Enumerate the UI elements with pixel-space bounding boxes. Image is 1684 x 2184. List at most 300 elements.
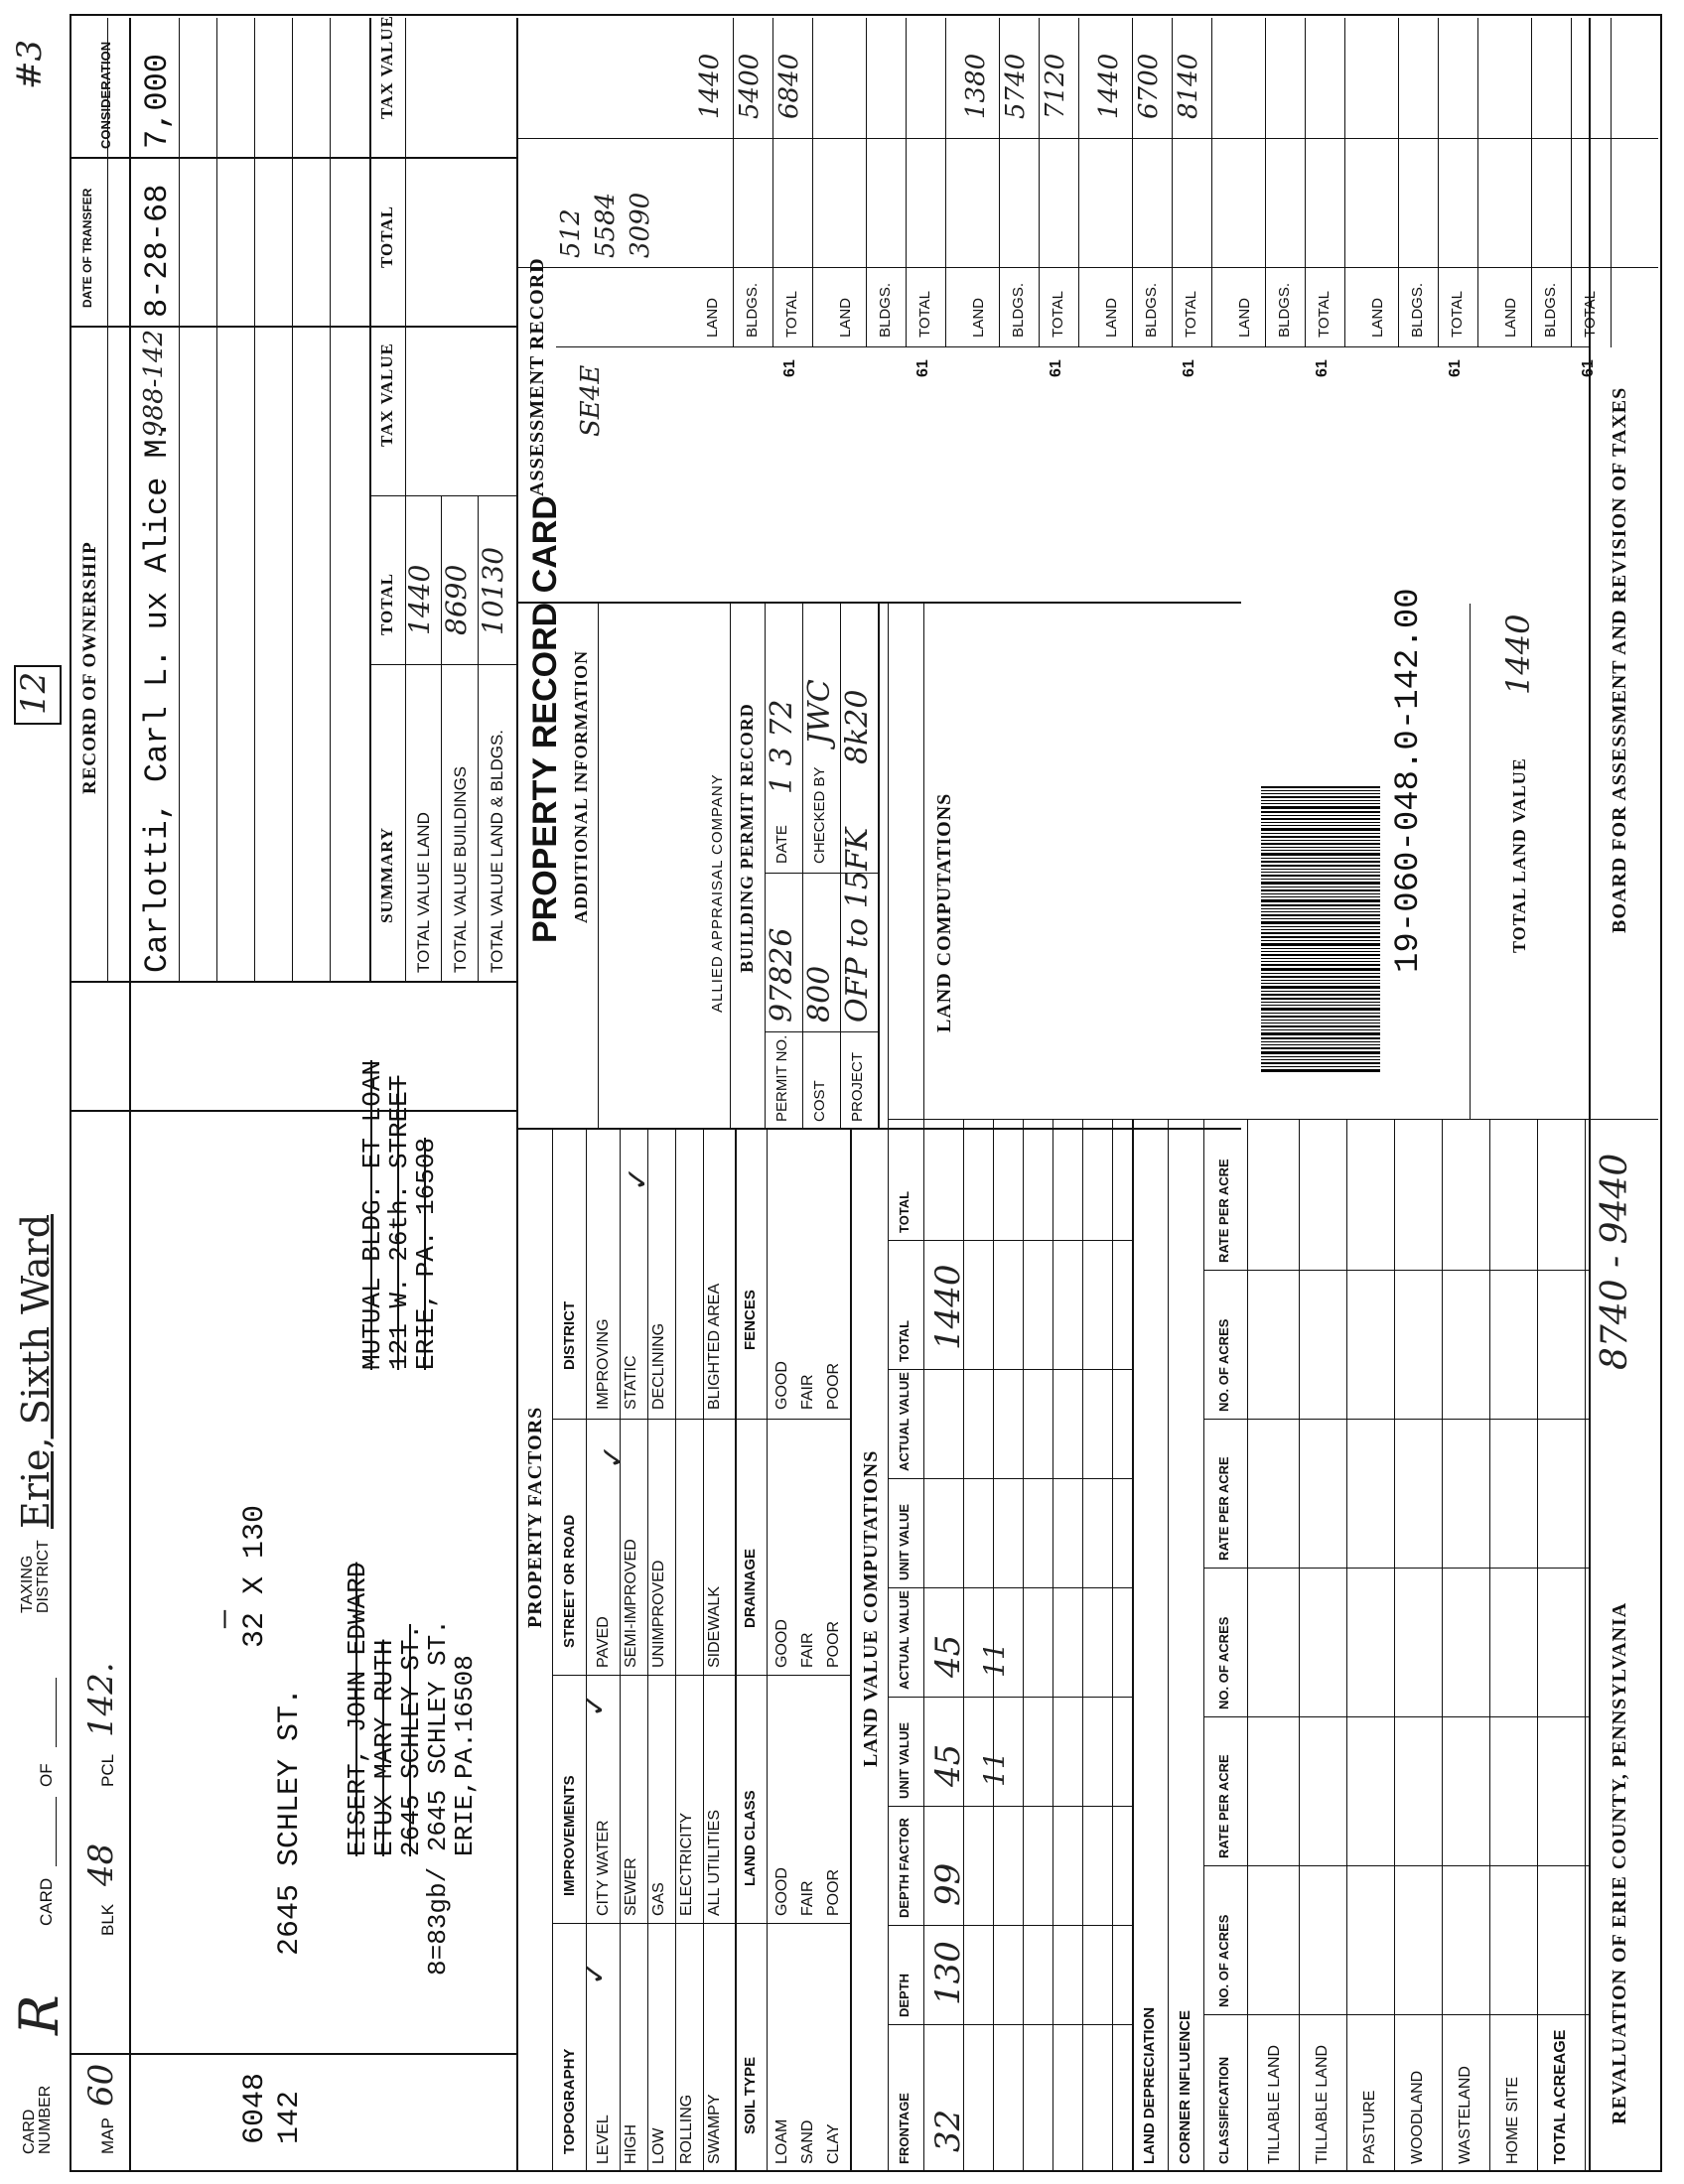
lv-col-6: ACTUAL VALUE: [897, 1372, 912, 1471]
lv-cell-3: 45: [928, 1743, 968, 1787]
barcode-bar: [1261, 973, 1380, 974]
factor-street-1: SEMI-IMPROVED: [623, 1539, 639, 1668]
barcode-bar: [1261, 793, 1380, 794]
assess-value-3-0: 1440: [1094, 53, 1124, 119]
barcode-bar: [1261, 921, 1380, 924]
factor-district-4: BLIGHTED AREA: [706, 1283, 723, 1410]
assess-year-1: 61: [914, 359, 931, 377]
permit-header: BUILDING PERMIT RECORD: [737, 703, 757, 973]
prev-owner-2: ETUX MARY RUTH: [369, 1639, 399, 1856]
acre-class-4: WASTELAND: [1457, 2066, 1474, 2164]
factor-district-2: DECLINING: [650, 1322, 667, 1410]
assess-row-rule: [1078, 18, 1079, 347]
barcode-bar: [1261, 872, 1380, 873]
drainage-1: FAIR: [799, 1632, 816, 1668]
barcode-bar: [1261, 790, 1380, 791]
assess-label-1-2: TOTAL: [916, 291, 933, 338]
cost-label: COST: [811, 1080, 828, 1122]
date-label: DATE: [773, 825, 790, 864]
permit-no-label: PERMIT NO.: [773, 1034, 790, 1122]
assessment-tax-note-3: 3090: [626, 192, 655, 258]
barcode-bar: [1261, 840, 1380, 841]
assess-label-4-1: BLDGS.: [1276, 282, 1293, 338]
acre-col-rule: [1203, 1270, 1589, 1271]
barcode-bar: [1261, 1025, 1380, 1027]
lv-cell-2: 99: [928, 1862, 968, 1906]
assess-value-0-0: 1440: [695, 53, 725, 119]
assess-row-rule: [945, 18, 946, 347]
factor-row-rule: [703, 1130, 704, 2172]
ownership-book: 988-142: [139, 329, 169, 437]
barcode-bar: [1261, 1051, 1380, 1054]
barcode-bar: [1261, 896, 1380, 897]
barcode-bar: [1261, 986, 1380, 989]
assess-row-rule: [1132, 18, 1133, 347]
assess-year-4: 61: [1314, 359, 1331, 377]
factor-improvements-1: SEWER: [623, 1857, 639, 1916]
barcode-bar: [1261, 853, 1380, 856]
factor-district-0: IMPROVING: [595, 1318, 612, 1410]
assess-label-2-0: LAND: [970, 297, 987, 338]
barcode-bar: [1261, 1056, 1380, 1057]
consideration-header: CONSIDERATION: [98, 41, 113, 149]
total-land-value-amount: 1440: [1499, 614, 1537, 695]
check-paved: ✓: [596, 1443, 631, 1469]
lv-cell-7: 1440: [928, 1264, 968, 1350]
assess-label-5-0: LAND: [1369, 297, 1386, 338]
barcode-bar: [1261, 936, 1380, 938]
barcode-bar: [1261, 1066, 1380, 1067]
acre-row-rule: [1394, 1120, 1395, 2172]
footer-note: 8740 - 9440: [1595, 1153, 1635, 1370]
summary-buildings-total: 8690: [440, 564, 473, 635]
summary-header: SUMMARY: [377, 826, 396, 923]
barcode-bar: [1261, 964, 1380, 966]
barcode-bar: [1261, 932, 1380, 934]
factor-improvements-3: ELECTRICITY: [678, 1812, 695, 1916]
assess-label-3-0: LAND: [1103, 297, 1120, 338]
pcl-value: 142.: [81, 1662, 121, 1737]
factor-row-rule: [675, 1130, 676, 2172]
factor-topography-0: LEVEL: [595, 2115, 612, 2164]
acre-class-0: TILLABLE LAND: [1266, 2044, 1283, 2164]
assess-row-rule: [812, 18, 813, 347]
acre-col-0: CLASSIFICATION: [1216, 2056, 1231, 2164]
drainage-header: DRAINAGE: [742, 1548, 759, 1628]
fences-1: FAIR: [799, 1374, 816, 1410]
barcode-bar: [1261, 796, 1380, 798]
acre-class-6: TOTAL ACREAGE: [1552, 2029, 1569, 2164]
checked-label: CHECKED BY: [811, 766, 828, 864]
barcode-bar: [1261, 1013, 1380, 1014]
assess-label-4-2: TOTAL: [1316, 291, 1333, 338]
assess-row-rule: [1571, 18, 1572, 347]
barcode-bar: [1261, 940, 1380, 941]
acre-row-rule: [1489, 1120, 1490, 2172]
property-record-card-title: PROPERTY RECORD CARD: [526, 495, 564, 943]
barcode-bar: [1261, 893, 1380, 894]
acre-row-rule: [1537, 1120, 1538, 2172]
map-label: MAP: [98, 2117, 117, 2154]
acre-col-rule: [1203, 1865, 1589, 1866]
soil-header: SOIL TYPE: [742, 2056, 759, 2134]
acre-col-rule: [1203, 1419, 1589, 1420]
assess-row-rule: [1344, 18, 1345, 347]
assessment-tax-note-2: 5584: [591, 192, 621, 258]
parcel-id: 19-060-048.0-142.00: [1390, 588, 1428, 973]
assess-year-3: 61: [1181, 359, 1197, 377]
land-class-header: LAND CLASS: [742, 1790, 759, 1886]
barcode-bar: [1261, 786, 1380, 788]
drainage-2: POOR: [825, 1620, 842, 1668]
assess-label-5-1: BLDGS.: [1409, 282, 1426, 338]
assess-label-1-0: LAND: [837, 297, 854, 338]
acre-class-2: PASTURE: [1361, 2090, 1378, 2164]
summary-row-land-bldgs: TOTAL VALUE LAND & BLDGS.: [488, 729, 506, 973]
barcode-bar: [1261, 818, 1380, 820]
lv-col-2: DEPTH FACTOR: [897, 1818, 912, 1918]
ownership-owner: Carlotti, Carl L. ux Alice M.: [139, 420, 176, 973]
check-city-water: ✓: [578, 1692, 613, 1717]
summary-tax-value-header: TAX VALUE: [377, 342, 396, 447]
assess-row-rule: [1172, 18, 1173, 347]
card-label: CARD: [37, 1877, 56, 1926]
barcode-bar: [1261, 926, 1380, 927]
mortgagee-2: 121 W. 26th. STREET: [384, 1075, 414, 1370]
ownership-consideration: 7,000: [139, 53, 176, 149]
check-level: ✓: [578, 1960, 613, 1985]
additional-info-label: ADDITIONAL INFORMATION: [571, 649, 591, 923]
barcode-bar: [1261, 954, 1380, 956]
soil-0: LOAM: [773, 2118, 790, 2164]
summary-land-total: 1440: [403, 564, 436, 635]
lv-row-rule: [1082, 1120, 1083, 2172]
col-improvements: IMPROVEMENTS: [561, 1775, 578, 1896]
assess-label-3-1: BLDGS.: [1143, 282, 1160, 338]
factor-street-4: SIDEWALK: [706, 1585, 723, 1668]
factor-improvements-0: CITY WATER: [595, 1820, 612, 1916]
lv-cell-0: 32: [928, 2109, 968, 2152]
barcode-bar: [1261, 1044, 1380, 1045]
lv-col-1: DEPTH: [897, 1973, 912, 2017]
card-number-label: CARD NUMBER: [21, 2085, 54, 2154]
assess-row-rule: [999, 18, 1000, 347]
barcode-bar: [1261, 983, 1380, 984]
factor-street-2: UNIMPROVED: [650, 1560, 667, 1668]
acre-col-5: NO. OF ACRES: [1216, 1318, 1231, 1412]
barcode-bar: [1261, 998, 1380, 1000]
assess-value-2-0: 1380: [961, 53, 991, 119]
assess-row-rule: [1039, 18, 1040, 347]
ownership-header: RECORD OF OWNERSHIP: [79, 541, 100, 794]
box-number: 12: [14, 671, 54, 715]
summary-land-bldgs-total: 10130: [477, 546, 509, 635]
acre-row-rule: [1585, 1120, 1586, 2172]
summary-total-header-2: TOTAL: [377, 205, 396, 268]
total-land-value-label: TOTAL LAND VALUE: [1509, 757, 1529, 953]
barcode-bar: [1261, 858, 1380, 859]
acre-col-4: RATE PER ACRE: [1216, 1456, 1231, 1561]
barcode-bar: [1261, 1032, 1380, 1035]
taxing-district-label: TAXING DISTRICT: [19, 1540, 52, 1613]
fences-header: FENCES: [742, 1290, 759, 1350]
acre-row-rule: [1346, 1120, 1347, 2172]
assess-row-rule: [772, 18, 773, 347]
col-street: STREET OR ROAD: [561, 1514, 578, 1648]
summary-row-land: TOTAL VALUE LAND: [414, 812, 433, 973]
acre-row-rule: [1442, 1120, 1443, 2172]
assess-label-5-2: TOTAL: [1449, 291, 1466, 338]
factors-header: PROPERTY FACTORS: [524, 1406, 546, 1628]
barcode-bar: [1261, 1041, 1380, 1042]
barcode-bar: [1261, 899, 1380, 902]
barcode-bar: [1261, 803, 1380, 804]
check-static: ✓: [621, 1165, 655, 1191]
acre-class-5: HOME SITE: [1504, 2076, 1521, 2164]
factor-row-rule: [647, 1130, 648, 2172]
prev-owner-1: EISERT, JOHN EDWARD: [343, 1562, 372, 1856]
date-transfer-header: DATE OF TRANSFER: [80, 188, 94, 308]
acre-col-rule: [1203, 2171, 1589, 2172]
assess-year-0: 61: [781, 359, 798, 377]
owner-line1-a: 6048: [238, 2072, 272, 2144]
assess-row-rule: [1477, 18, 1478, 347]
assess-label-6-2: TOTAL: [1582, 291, 1599, 338]
current-owner-1: 8=83gb/ 2645 SCHLEY ST.: [423, 1619, 453, 1976]
assess-label-0-1: BLDGS.: [744, 282, 761, 338]
assess-label-2-1: BLDGS.: [1010, 282, 1027, 338]
barcode-bar: [1261, 1005, 1380, 1006]
assess-row-rule: [1305, 18, 1306, 347]
barcode-bar: [1261, 929, 1380, 930]
barcode-bar: [1261, 948, 1380, 949]
barcode-bar: [1261, 1016, 1380, 1018]
lv-col-5: UNIT VALUE: [897, 1503, 912, 1580]
barcode-bar: [1261, 951, 1380, 952]
barcode-bar: [1261, 822, 1380, 823]
assess-year-6: 61: [1580, 359, 1597, 377]
assess-label-1-1: BLDGS.: [877, 282, 894, 338]
barcode-bar: [1261, 1020, 1380, 1021]
barcode-bar: [1261, 994, 1380, 996]
barcode-bar: [1261, 833, 1380, 834]
barcode-bar: [1261, 991, 1380, 992]
barcode-bar: [1261, 1059, 1380, 1060]
barcode-bar: [1261, 1047, 1380, 1049]
assess-label-0-2: TOTAL: [783, 291, 800, 338]
barcode-bar: [1261, 850, 1380, 851]
barcode-bar: [1261, 904, 1380, 906]
assess-value-3-2: 8140: [1174, 53, 1203, 119]
barcode-bar: [1261, 961, 1380, 962]
lv-row-rule: [1052, 1120, 1053, 2172]
land-class-2: POOR: [825, 1868, 842, 1916]
lot-dimensions: 32 X 130: [238, 1504, 272, 1648]
date-value: 1 3 72: [765, 699, 799, 794]
owner-line1-b: 2645 SCHLEY ST.: [273, 1687, 307, 1956]
assess-value-2-1: 5740: [1001, 53, 1031, 119]
assess-year-2: 61: [1048, 359, 1064, 377]
barcode-bar: [1261, 968, 1380, 971]
project-value: OFP to 15FK: [840, 827, 875, 1023]
mortgagee-1: MUTUAL BLDG. ET LOAN: [357, 1059, 387, 1370]
assess-row-rule: [866, 18, 867, 347]
lv-col-3: UNIT VALUE: [897, 1721, 912, 1799]
barcode-bar: [1261, 980, 1380, 981]
assess-label-0-0: LAND: [704, 297, 721, 338]
acre-col-rule: [1203, 2014, 1589, 2015]
barcode-bar: [1261, 811, 1380, 813]
factor-topography-4: SWAMPY: [706, 2094, 723, 2164]
factor-street-0: PAVED: [595, 1616, 612, 1668]
land-class-0: GOOD: [773, 1867, 790, 1916]
barcode-bar: [1261, 958, 1380, 959]
mortgagee-3: ERIE, PA. 16508: [411, 1137, 441, 1370]
acre-col-6: RATE PER ACRE: [1216, 1159, 1231, 1263]
factor-topography-2: LOW: [650, 2127, 667, 2164]
lv-col-7: TOTAL: [897, 1319, 912, 1362]
barcode-bar: [1261, 889, 1380, 891]
lv-row-rule: [993, 1120, 994, 2172]
acre-row-rule: [1299, 1120, 1300, 2172]
fences-0: GOOD: [773, 1361, 790, 1410]
ownership-date: 8-28-68: [139, 184, 176, 318]
footer-left: REVALUATION OF ERIE COUNTY, PENNSYLVANIA: [1609, 1601, 1630, 2124]
land-value-header: LAND VALUE COMPUTATIONS: [860, 1449, 882, 1767]
fences-2: POOR: [825, 1362, 842, 1410]
assess-row-rule: [1398, 18, 1399, 347]
assess-row-rule: [1438, 18, 1439, 347]
lv-col-8: TOTAL: [897, 1190, 912, 1233]
factor-improvements-2: GAS: [650, 1882, 667, 1916]
corner-influence-label: CORNER INFLUENCE: [1177, 2009, 1193, 2164]
cost-value: 800: [802, 965, 837, 1023]
assess-value-2-2: 7120: [1041, 53, 1070, 119]
lv-cell2-4: 11: [978, 1642, 1011, 1678]
lv-row-rule: [1023, 1120, 1024, 2172]
taxing-district-value: Erie, Sixth Ward: [14, 1213, 58, 1529]
barcode-bar: [1261, 836, 1380, 838]
lv-cell-1: 130: [928, 1941, 968, 2005]
col-district: DISTRICT: [561, 1300, 578, 1370]
assess-col-rule: [556, 346, 1589, 347]
land-computations-label: LAND COMPUTATIONS: [933, 792, 955, 1032]
barcode-bar: [1261, 861, 1380, 863]
of-label: OF: [37, 1763, 56, 1787]
land-class-1: FAIR: [799, 1880, 816, 1916]
barcode-bar: [1261, 918, 1380, 919]
lv-col-4: ACTUAL VALUE: [897, 1590, 912, 1690]
lv-row-rule: [1112, 1120, 1113, 2172]
assess-row-rule: [1531, 18, 1532, 347]
barcode-bar: [1261, 828, 1380, 831]
barcode-bar: [1261, 882, 1380, 885]
project-label: PROJECT: [849, 1051, 866, 1122]
factor-improvements-4: ALL UTILITIES: [706, 1810, 723, 1916]
summary-tax-value-header-2: TAX VALUE: [377, 15, 396, 119]
barcode-bar: [1261, 914, 1380, 916]
barcode-bar: [1261, 1023, 1380, 1024]
blk-value: 48: [81, 1843, 121, 1886]
checked-value: JWC: [802, 679, 837, 745]
barcode-bar: [1261, 879, 1380, 880]
assess-value-0-1: 5400: [735, 53, 765, 119]
footer-right: BOARD FOR ASSESSMENT AND REVISION OF TAXES: [1609, 386, 1630, 933]
summary-total-header: TOTAL: [377, 573, 396, 635]
factor-topography-3: ROLLING: [678, 2094, 695, 2164]
barcode-bar: [1261, 1062, 1380, 1064]
barcode-bar: [1261, 815, 1380, 816]
assess-value-3-1: 6700: [1134, 53, 1164, 119]
assess-label-2-2: TOTAL: [1050, 291, 1066, 338]
assessment-note-1: SE4E: [576, 364, 606, 437]
barcode-bar: [1261, 1037, 1380, 1039]
barcode-bar: [1261, 825, 1380, 826]
land-depreciation-label: LAND DEPRECIATION: [1141, 2006, 1158, 2164]
barcode-bar: [1261, 800, 1380, 801]
barcode-bar: [1261, 875, 1380, 877]
assess-label-6-0: LAND: [1502, 297, 1519, 338]
current-owner-2: ERIE,PA.16508: [450, 1655, 480, 1856]
col-topography: TOPOGRAPHY: [561, 2048, 578, 2154]
factor-district-1: STATIC: [623, 1355, 639, 1410]
soil-1: SAND: [799, 2119, 816, 2164]
acre-class-3: WOODLAND: [1409, 2070, 1426, 2164]
assess-row-rule: [1211, 18, 1212, 347]
assessment-tax-note-1: 512: [556, 208, 586, 258]
appraisal-company: ALLIED APPRAISAL COMPANY: [709, 773, 726, 1013]
barcode-bar: [1261, 1069, 1380, 1072]
owner-line2: 142: [273, 2090, 307, 2144]
barcode-bar: [1261, 908, 1380, 909]
pcl-label: PCL: [98, 1753, 117, 1787]
acre-col-3: NO. OF ACRES: [1216, 1616, 1231, 1709]
lv-row-rule: [963, 1120, 964, 2172]
barcode-bar: [1261, 911, 1380, 912]
acre-class-1: TILLABLE LAND: [1314, 2044, 1331, 2164]
soil-2: CLAY: [825, 2123, 842, 2164]
prev-owner-3: 2645 SCHLEY ST.: [396, 1623, 426, 1856]
parcel-barcode: [1261, 784, 1380, 1072]
assess-year-5: 61: [1447, 359, 1464, 377]
assess-value-0-2: 6840: [774, 53, 804, 119]
blk-label: BLK: [98, 1903, 117, 1936]
assess-row-rule: [733, 18, 734, 347]
summary-row-buildings: TOTAL VALUE BUILDINGS: [451, 765, 470, 973]
assessment-header: ASSESSMENT RECORD: [526, 257, 548, 496]
barcode-bar: [1261, 865, 1380, 867]
card-number-value: R: [8, 1994, 70, 2035]
barcode-bar: [1261, 869, 1380, 870]
map-value: 60: [81, 2063, 121, 2107]
assess-row-rule: [1611, 18, 1612, 347]
lv-cell-4: 45: [928, 1634, 968, 1678]
assess-row-rule: [906, 18, 907, 347]
drainage-0: GOOD: [773, 1619, 790, 1668]
permit-no-value: 97826: [765, 927, 799, 1023]
barcode-bar: [1261, 843, 1380, 845]
acre-col-1: NO. OF ACRES: [1216, 1914, 1231, 2007]
barcode-bar: [1261, 976, 1380, 978]
assess-label-4-0: LAND: [1236, 297, 1253, 338]
assess-row-rule: [1265, 18, 1266, 347]
barcode-bar: [1261, 847, 1380, 848]
barcode-bar: [1261, 943, 1380, 946]
barcode-bar: [1261, 1002, 1380, 1003]
barcode-bar: [1261, 1029, 1380, 1030]
project-extra: 8k20: [840, 689, 875, 764]
owner-dash: —: [209, 1609, 242, 1628]
